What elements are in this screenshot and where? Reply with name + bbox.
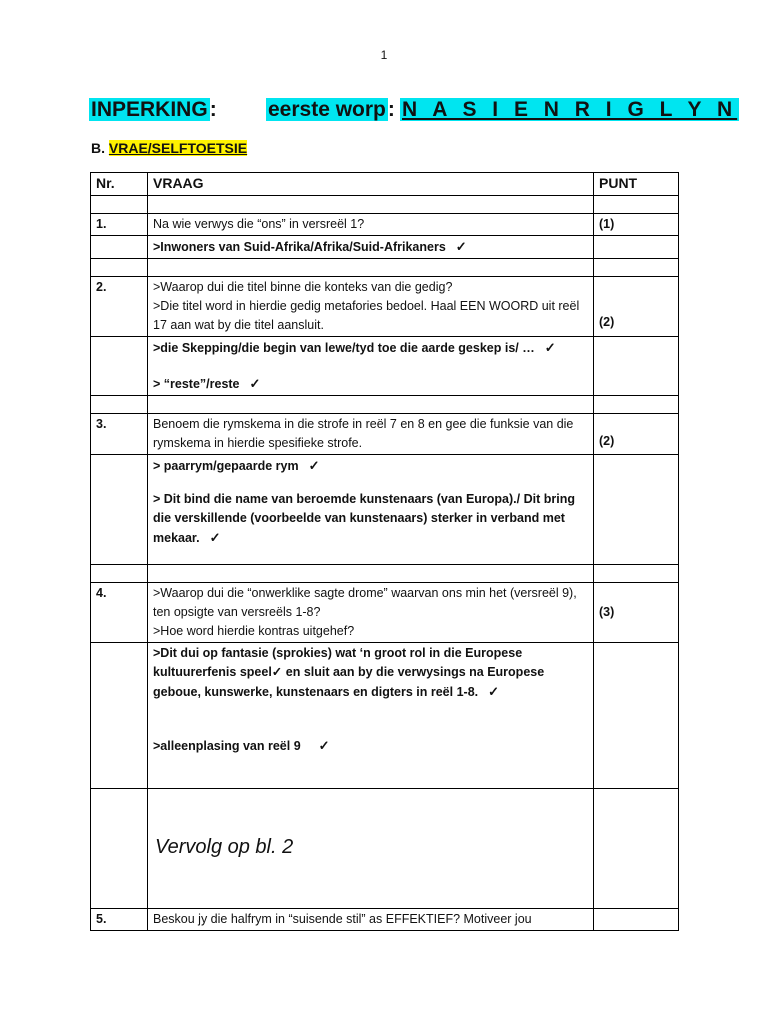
q3-answer-line2: > Dit bind die name van beroemde kunstenaars (van Europa)./ Dit bring die verskillende (voorbeelde van kunstenaars) sterker in verband met mekaar. [153, 492, 575, 545]
check-mark-icon: ✓ [271, 665, 283, 679]
section-letter: B. [91, 140, 105, 156]
table-row-q4-answer [91, 643, 679, 789]
spacer-row [91, 565, 679, 583]
q1-punt: (1) [594, 214, 679, 236]
table-row-q2-question [91, 277, 679, 337]
check-mark-icon: ✓ [308, 458, 320, 473]
check-mark-icon: ✓ [544, 340, 556, 355]
q2-answer-cell [148, 337, 594, 396]
check-mark-icon: ✓ [455, 239, 467, 254]
heading-eerste-worp-label: eerste worp [268, 98, 386, 121]
q2-question-line2: >Die titel word in hierdie gedig metafories bedoel. Haal EEN WOORD uit reël 17 aan wat by die titel aansluit. [153, 299, 580, 332]
q3-number: 3. [91, 414, 148, 455]
heading-inperking-label: INPERKING [91, 98, 208, 121]
q2-question-cell [148, 277, 594, 337]
q4-question-line2: >Hoe word hierdie kontras uitgehef? [153, 624, 355, 638]
table-row-q5-question [91, 909, 679, 931]
q1-answer: >Inwoners van Suid-Afrika/Afrika/Suid-Afrikaners [153, 240, 446, 254]
q2-number: 2. [91, 277, 148, 337]
q3-answer-line1: > paarrym/gepaarde rym [153, 459, 299, 473]
heading-nasienriglyn-label: N A S I E N R I G L Y N [402, 98, 738, 121]
q2-question-line1: >Waarop dui die titel binne die konteks van die gedig? [153, 280, 453, 294]
header-vraag: VRAAG [148, 173, 594, 196]
table-row-q2-answer [91, 337, 679, 396]
section-label: VRAE/SELFTOETSIE [108, 140, 248, 156]
q1-question: Na wie verwys die “ons” in versreël 1? [148, 214, 594, 236]
q4-answer-line2: >alleenplasing van reël 9 [153, 739, 301, 753]
table-row-q1-question [91, 214, 679, 236]
section-heading [91, 140, 247, 156]
q1-answer-cell [148, 236, 594, 259]
q4-answer-part2: en sluit aan by die verwysings na Europese geboue, kunswerke, kunstenaars en digters in reël 1-8. [153, 665, 545, 699]
check-mark-icon: ✓ [318, 738, 330, 753]
q5-question: Beskou jy die halfrym in “suisende stil” as EFFEKTIEF? Motiveer jou [148, 909, 594, 931]
check-mark-icon: ✓ [249, 376, 261, 391]
continued-note: Vervolg op bl. 2 [155, 836, 294, 858]
spacer-row [91, 196, 679, 214]
q2-answer-line2: > “reste”/reste [153, 377, 240, 391]
q3-answer-cell [148, 455, 594, 565]
heading-nasienriglyn [400, 96, 739, 124]
q4-question-cell [148, 583, 594, 643]
q4-number: 4. [91, 583, 148, 643]
q3-punt: (2) [594, 414, 679, 455]
heading-inperking [89, 96, 217, 124]
page-number: 1 [380, 48, 388, 62]
header-nr: Nr. [91, 173, 148, 196]
q5-number: 5. [91, 909, 148, 931]
table-row-q1-answer [91, 236, 679, 259]
table-row-q3-answer [91, 455, 679, 565]
table-row-q3-question [91, 414, 679, 455]
check-mark-icon: ✓ [209, 530, 221, 545]
table-header-row [91, 173, 679, 196]
q4-punt: (3) [594, 583, 679, 643]
spacer-row [91, 396, 679, 414]
heading-eerste-worp-colon: : [387, 98, 395, 121]
q2-answer-line1: >die Skepping/die begin van lewe/tyd toe die aarde geskep is/ … [153, 341, 535, 355]
questions-table [90, 172, 679, 931]
q2-punt: (2) [594, 277, 679, 337]
header-punt: PUNT [594, 173, 679, 196]
heading-inperking-colon: : [209, 98, 217, 121]
check-mark-icon: ✓ [488, 684, 500, 699]
q4-question-line1: >Waarop dui die “onwerklike sagte drome” waarvan ons min het (versreël 9), ten opsigte van versreëls 1-8? [153, 586, 577, 619]
q4-answer-cell [148, 643, 594, 789]
continued-cell [148, 789, 594, 909]
heading-eerste-worp [266, 96, 395, 124]
q1-number: 1. [91, 214, 148, 236]
q3-question: Benoem die rymskema in die strofe in reël 7 en 8 en gee die funksie van die rymskema in hierdie spesifieke strofe. [148, 414, 594, 455]
spacer-row [91, 259, 679, 277]
table-row-q4-question [91, 583, 679, 643]
q4-answer-part1: >Dit dui op fantasie (sprokies) wat ‘n groot rol in die Europese kultuurerfenis speel [153, 646, 523, 679]
table-row-continued [91, 789, 679, 909]
